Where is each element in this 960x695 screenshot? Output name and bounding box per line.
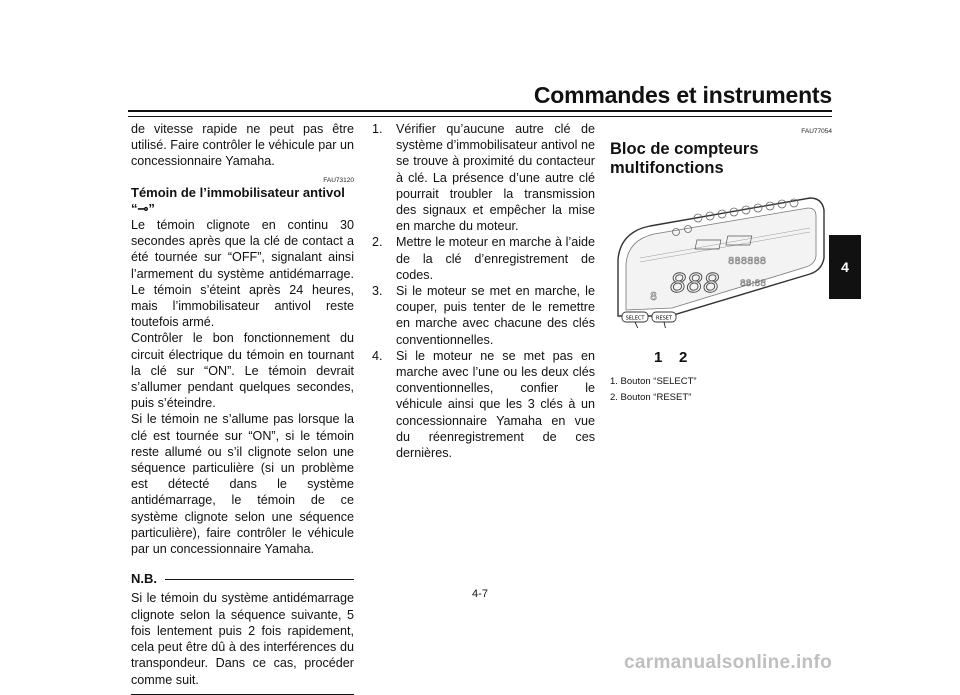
procedure-step: 3. Si le moteur se met en marche, le couper, puis tenter de le remettre en marche avec chacune des clés conventionnelles. [372,284,595,347]
meter-illustration [610,188,828,366]
note-text: Si le témoin du système antidémarrage clignote selon la séquence suivante, 5 fois lentement puis 2 fois rapidement, cela peut être dû à des interférences du transpondeur. Dans ce cas, procéder comme suit. [131,591,354,687]
page-number: 4-7 [472,588,488,600]
note-rule [165,579,354,580]
callout-labels [654,350,687,366]
svg-text:SELECT: SELECT [625,315,645,322]
procedure-step: 2. Mettre le moteur en marche à l’aide de la clé d’enregistrement de codes. [372,235,595,282]
column-right [610,121,832,406]
immobilizer-heading: Témoin de l’immobilisateur antivol “⊸” [131,184,345,216]
speed-digits: 888 [670,269,720,299]
instrument-cluster-drawing [610,188,828,328]
callout-2: 2 [679,349,688,366]
column-left [131,121,354,695]
immobilizer-paragraph-3: Si le témoin ne s’allume pas lorsque la clé est tournée sur “ON”, si le témoin reste allumé ou s’il clignote selon une séquence particulière (si un problème est détecté dans le système antidémarrage, le témoin de ce système clignote selon une séquence particulière), faire contrôler le véhicule par un concessionnaire Yamaha. [131,412,354,557]
page-header-title: Commandes et instruments [533,82,832,108]
svg-text:888888: 888888 [728,256,767,267]
column-middle [372,121,595,461]
procedure-list [372,121,595,461]
header-rule [128,110,832,117]
reset-button[interactable] [652,312,676,322]
immobilizer-paragraph-1: Le témoin clignote en continu 30 secondes après que la clé de contact a été tournée sur “OFF”, signalant ainsi l’armement du système antidémarrage. Le témoin s’éteint après 24 heures, mais l’immobilisateur antivol reste toutefois armé. [131,218,354,330]
procedure-step: 1. Vérifier qu’aucune autre clé de système d’immobilisateur antivol ne se trouve à proximité du contacteur à clé. La présence d’une autre clé pourrait troubler la transmission des signaux et empêcher la mise en marche du moteur. [372,122,595,234]
intro-paragraph: de vitesse rapide ne peut pas être utilisé. Faire contrôler le véhicule par un concessionnaire Yamaha. [131,122,354,169]
caption-select: 1. Bouton “SELECT” [610,376,697,387]
watermark: carmanualsonline.info [624,652,832,673]
note-heading [131,571,354,587]
callout-1: 1 [654,349,663,366]
select-button[interactable] [622,312,648,322]
section-title: Bloc de compteurs multifonctions [610,140,759,177]
procedure-step: 4. Si le moteur ne se met pas en marche avec l’une ou les deux clés conventionnelles, confier le véhicule ainsi que les 3 clés à un concessionnaire Yamaha en vue du réenregistrement de ces dernières. [372,348,595,461]
svg-text:RESET: RESET [655,315,673,322]
figure-captions [610,374,832,406]
immobilizer-paragraph-2: Contrôler le bon fonctionnement du circuit électrique du témoin en tournant la clé sur “ON”. Le témoin devrait s’allumer pendant quelques secondes, puis s’éteindre. [131,331,354,411]
caption-reset: 2. Bouton “RESET” [610,392,692,403]
reference-code: FAU73120 [323,176,354,184]
chapter-tab[interactable]: 4 [829,235,861,299]
svg-text:88:88: 88:88 [740,279,766,289]
svg-text:8: 8 [650,290,657,303]
reference-code: FAU77054 [801,128,832,135]
note-label: N.B. [131,571,157,587]
